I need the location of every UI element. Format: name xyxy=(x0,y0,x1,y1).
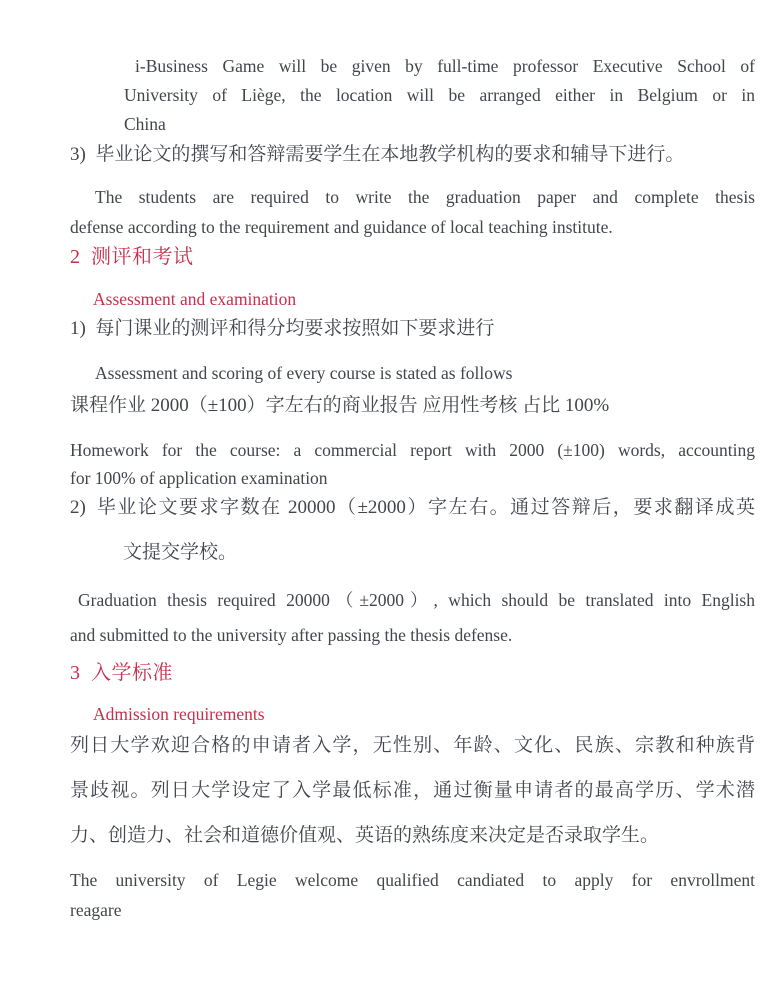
list-item-2-thesis-words-line2: 文提交学校。 xyxy=(123,542,238,563)
para-ibusiness-line2: University of Liège, the location will be arranged either in Belgium or in xyxy=(124,85,755,105)
para-course-homework-cn: 课程作业 2000（±100）字左右的商业报告 应用性考核 占比 100% xyxy=(70,395,610,416)
para-ibusiness-line1: i-Business Game will be given by full-time professor Executive School of xyxy=(135,56,755,76)
para-homework-en-line1: Homework for the course: a commercial report with 2000 (±100) words, accounting xyxy=(70,440,755,460)
list-item-2-thesis-words-line1: 2) 毕业论文要求字数在 20000（±2000）字左右。通过答辩后，要求翻译成英 xyxy=(70,497,755,518)
para-students-required-line1: The students are required to write the graduation paper and complete thesis xyxy=(95,187,755,207)
para-graduation-thesis-line2: and submitted to the university after passing the thesis defense. xyxy=(70,625,513,645)
list-item-3-thesis-writing: 3) 毕业论文的撰写和答辩需要学生在本地教学机构的要求和辅导下进行。 xyxy=(70,144,685,165)
para-admission-cn-line3: 力、创造力、社会和道德价值观、英语的熟练度来决定是否录取学生。 xyxy=(70,825,660,846)
heading-3-admission-cn: 3 入学标准 xyxy=(70,662,173,684)
para-university-welcome-line1: The university of Legie welcome qualified candiated to apply for envrollment xyxy=(70,870,755,890)
para-graduation-thesis-line1: Graduation thesis required 20000（±2000）, which should be translated into English xyxy=(78,590,755,610)
para-admission-cn-line1: 列日大学欢迎合格的申请者入学，无性别、年龄、文化、民族、宗教和种族背 xyxy=(70,735,755,756)
list-item-1-course-assessment: 1) 每门课业的测评和得分均要求按照如下要求进行 xyxy=(70,318,495,339)
heading-2-assessment-cn: 2 测评和考试 xyxy=(70,246,194,268)
para-homework-en-line2: for 100% of application examination xyxy=(70,468,328,488)
para-assessment-scoring: Assessment and scoring of every course is stated as follows xyxy=(95,363,513,383)
para-admission-cn-line2: 景歧视。列日大学设定了入学最低标准，通过衡量申请者的最高学历、学术潜 xyxy=(70,780,755,801)
heading-2-assessment-en: Assessment and examination xyxy=(93,289,297,309)
para-university-welcome-line2: reagare xyxy=(70,900,122,920)
para-ibusiness-line3: China xyxy=(124,114,166,134)
heading-3-admission-en: Admission requirements xyxy=(93,704,265,724)
para-students-required-line2: defense according to the requirement and guidance of local teaching institute. xyxy=(70,217,613,237)
